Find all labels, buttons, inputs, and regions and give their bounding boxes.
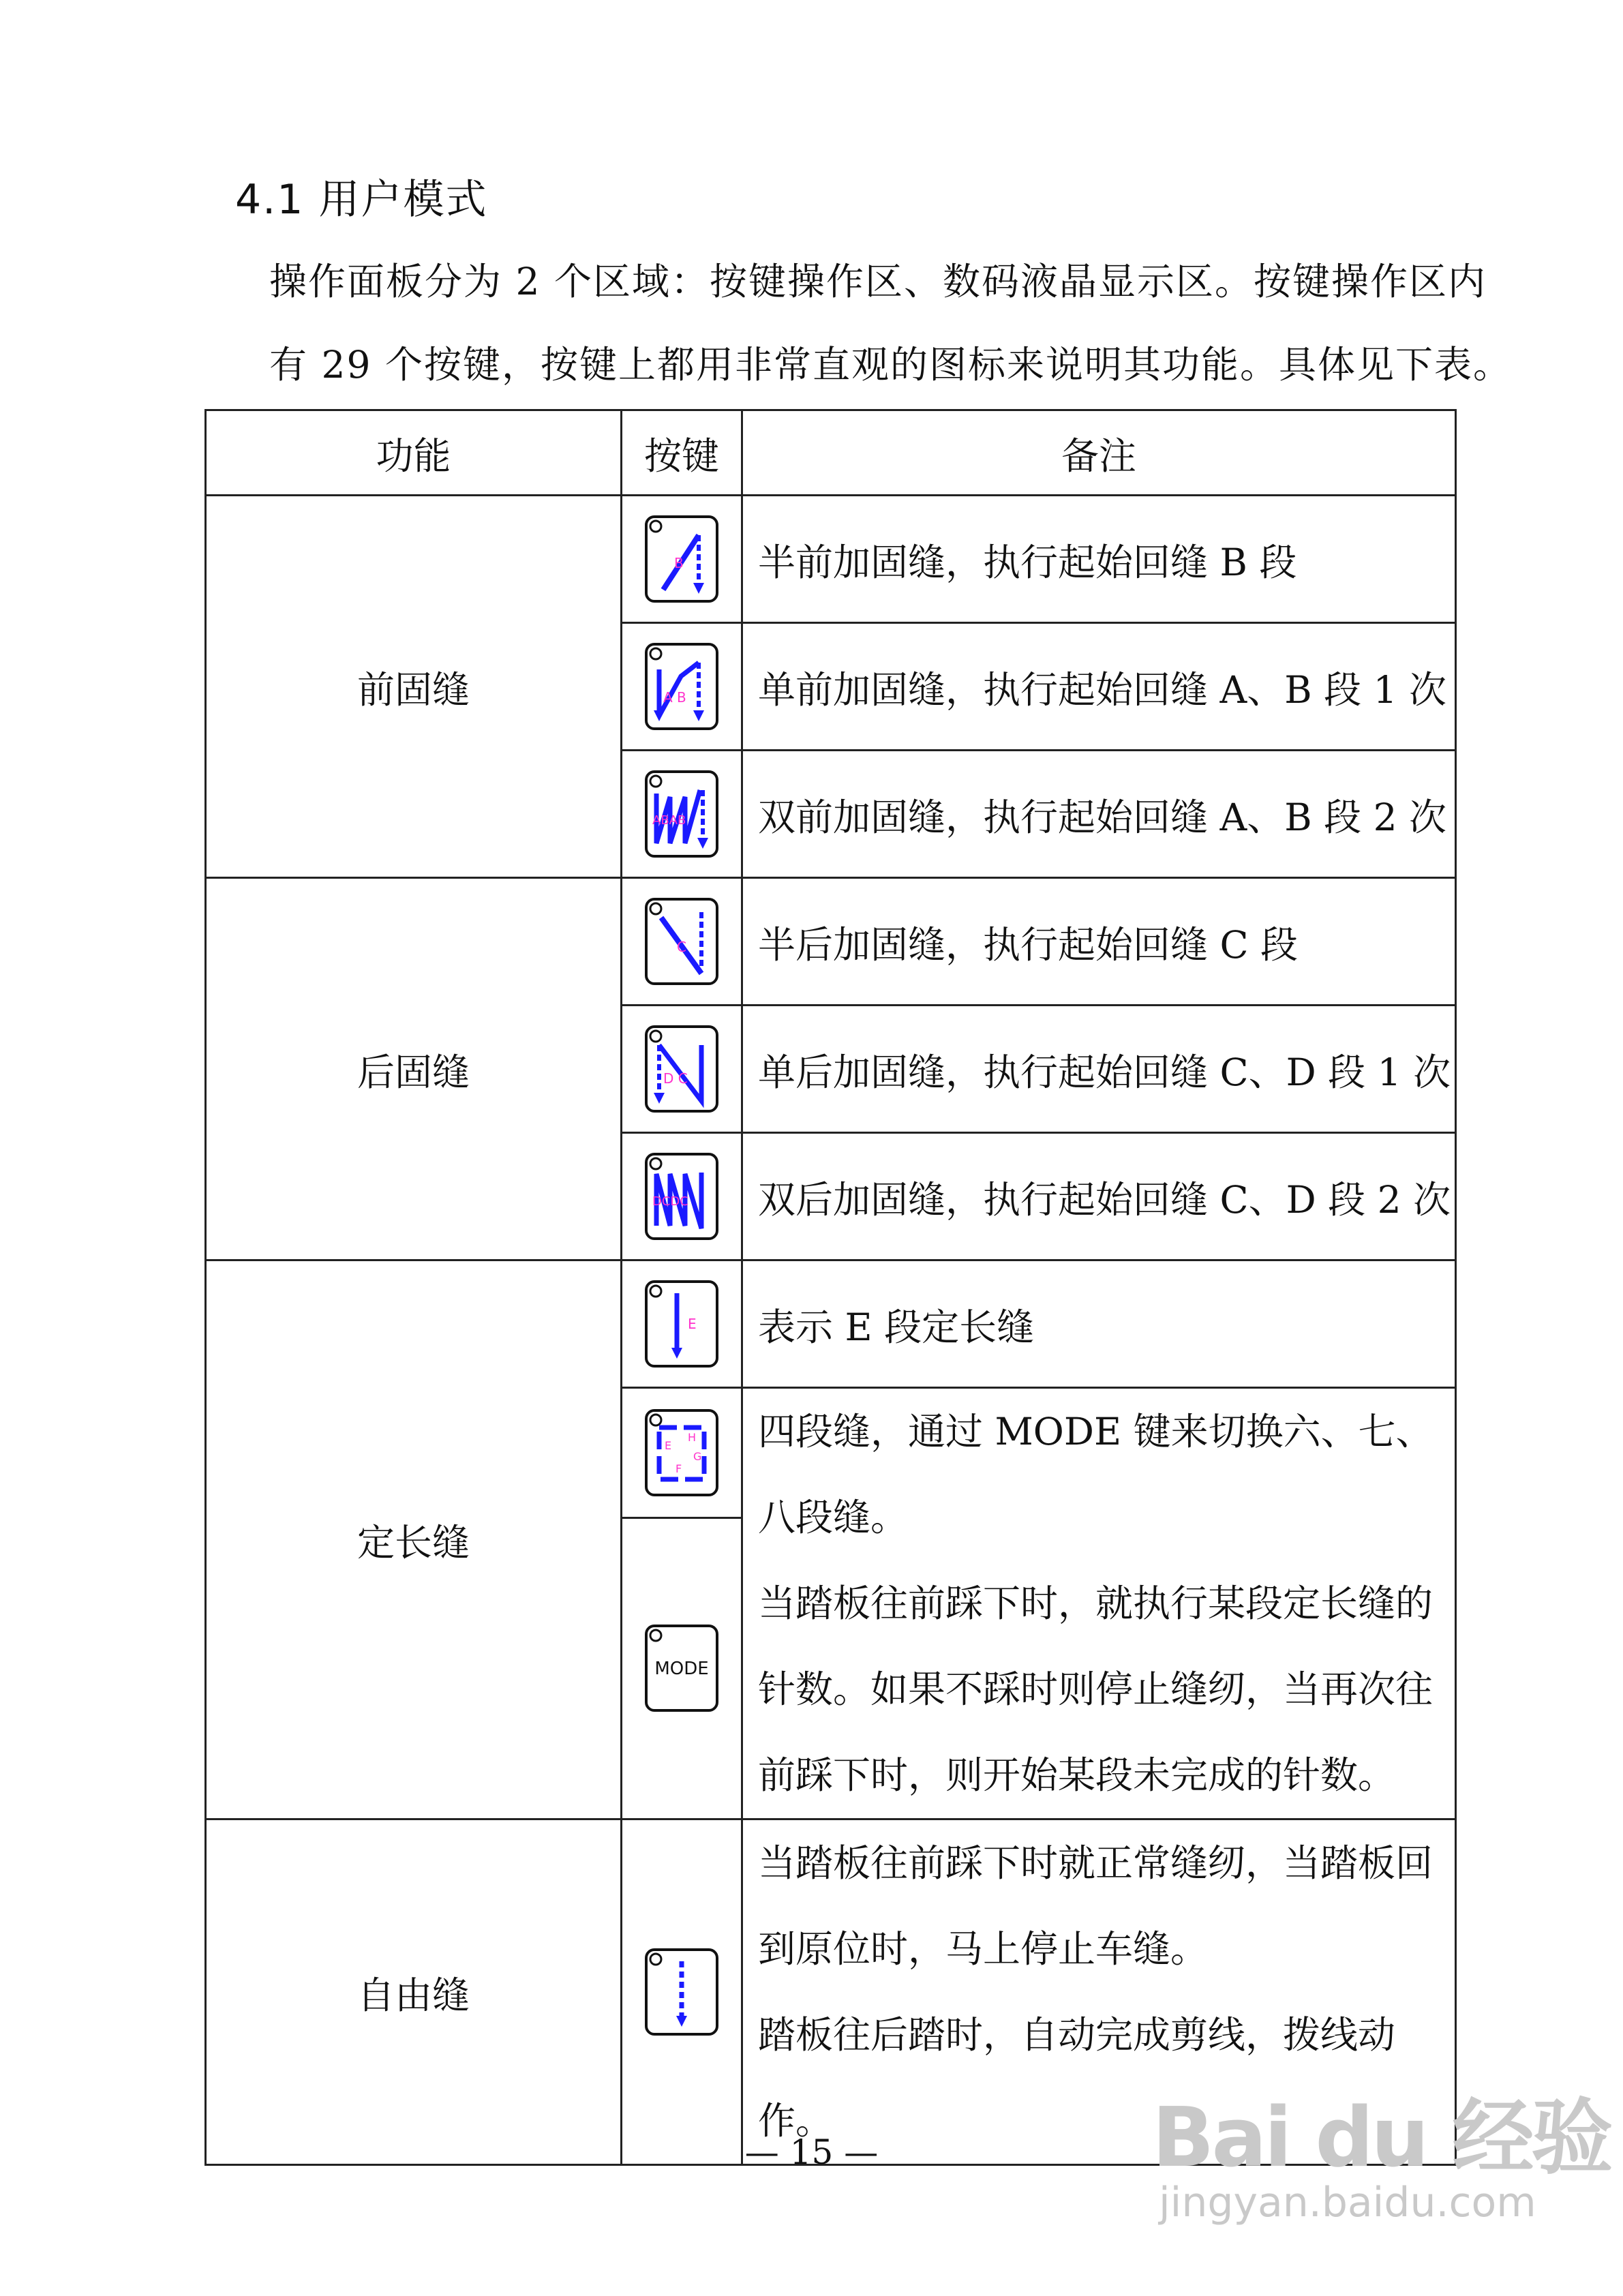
intro-paragraph-line-2: 有 29 个按键，按键上都用非常直观的图标来说明其功能。具体见下表。 bbox=[269, 343, 1512, 387]
single-front-bartack-icon[interactable] bbox=[644, 642, 719, 731]
svg-text:A B: A B bbox=[663, 689, 686, 706]
section-heading: 4.1 用户模式 bbox=[235, 176, 488, 224]
svg-text:D C: D C bbox=[663, 1070, 688, 1087]
svg-text:E: E bbox=[688, 1316, 697, 1332]
note-cell: 表示 E 段定长缝 bbox=[742, 1260, 1456, 1388]
svg-text:MODE: MODE bbox=[654, 1659, 709, 1680]
note-cell: 半后加固缝，执行起始回缝 C 段 bbox=[742, 878, 1456, 1006]
page-number: — 15 — bbox=[744, 2132, 879, 2172]
header-key: 按键 bbox=[622, 410, 742, 496]
table-row bbox=[206, 1260, 1456, 1388]
svg-text:DCDC: DCDC bbox=[652, 1194, 688, 1209]
watermark-url: jingyan.baidu.com bbox=[1159, 2179, 1536, 2226]
half-front-bartack-icon[interactable] bbox=[644, 515, 719, 603]
function-cell-front-bartack: 前固缝 bbox=[206, 496, 622, 878]
function-cell-constant-seam: 定长缝 bbox=[206, 1260, 622, 1819]
single-back-bartack-icon[interactable] bbox=[644, 1025, 719, 1113]
key-function-table bbox=[204, 409, 1457, 2166]
svg-text:B: B bbox=[674, 555, 684, 571]
half-back-bartack-icon[interactable] bbox=[644, 897, 719, 986]
table-header-row bbox=[206, 410, 1456, 496]
note-cell: 当踏板往前踩下时就正常缝纫，当踏板回 到原位时，马上停止车缝。 踏板往后踏时，自动完成剪线，拨线动作。 bbox=[742, 1819, 1456, 2165]
note-cell: 单后加固缝，执行起始回缝 C、D 段 1 次 bbox=[742, 1006, 1456, 1133]
mode-key-icon[interactable] bbox=[644, 1624, 719, 1712]
table-row bbox=[206, 878, 1456, 1006]
svg-text:F: F bbox=[676, 1462, 682, 1475]
four-segment-seam-icon[interactable] bbox=[644, 1408, 719, 1497]
intro-paragraph-line-1: 操作面板分为 2 个区域：按键操作区、数码液晶显示区。按键操作区内 bbox=[269, 260, 1487, 303]
function-cell-free-seam: 自由缝 bbox=[206, 1819, 622, 2165]
table-row bbox=[206, 496, 1456, 623]
constant-seam-icon[interactable] bbox=[644, 1280, 719, 1368]
svg-text:G: G bbox=[693, 1449, 702, 1463]
svg-text:ABAB: ABAB bbox=[652, 813, 686, 828]
svg-text:H: H bbox=[688, 1430, 697, 1444]
double-front-bartack-icon[interactable] bbox=[644, 770, 719, 858]
function-cell-back-bartack: 后固缝 bbox=[206, 878, 622, 1260]
note-cell: 双前加固缝，执行起始回缝 A、B 段 2 次 bbox=[742, 751, 1456, 878]
svg-text:E: E bbox=[665, 1438, 672, 1452]
note-cell: 双后加固缝，执行起始回缝 C、D 段 2 次 bbox=[742, 1133, 1456, 1260]
double-back-bartack-icon[interactable] bbox=[644, 1152, 719, 1241]
header-function: 功能 bbox=[206, 410, 622, 496]
svg-text:C: C bbox=[677, 939, 686, 955]
note-cell: 单前加固缝，执行起始回缝 A、B 段 1 次 bbox=[742, 623, 1456, 751]
header-note: 备注 bbox=[742, 410, 1456, 496]
note-cell-merged: 四段缝，通过 MODE 键来切换六、七、 八段缝。 当踏板往前踩下时，就执行某段定长缝的 针数。如果不踩时则停止缝纫，当再次往 前踩下时，则开始某段未完成的针数。 bbox=[742, 1388, 1456, 1819]
watermark-logo: Bai du 经验 bbox=[1152, 2091, 1611, 2186]
note-cell: 半前加固缝，执行起始回缝 B 段 bbox=[742, 496, 1456, 623]
free-seam-icon[interactable] bbox=[644, 1948, 719, 2036]
